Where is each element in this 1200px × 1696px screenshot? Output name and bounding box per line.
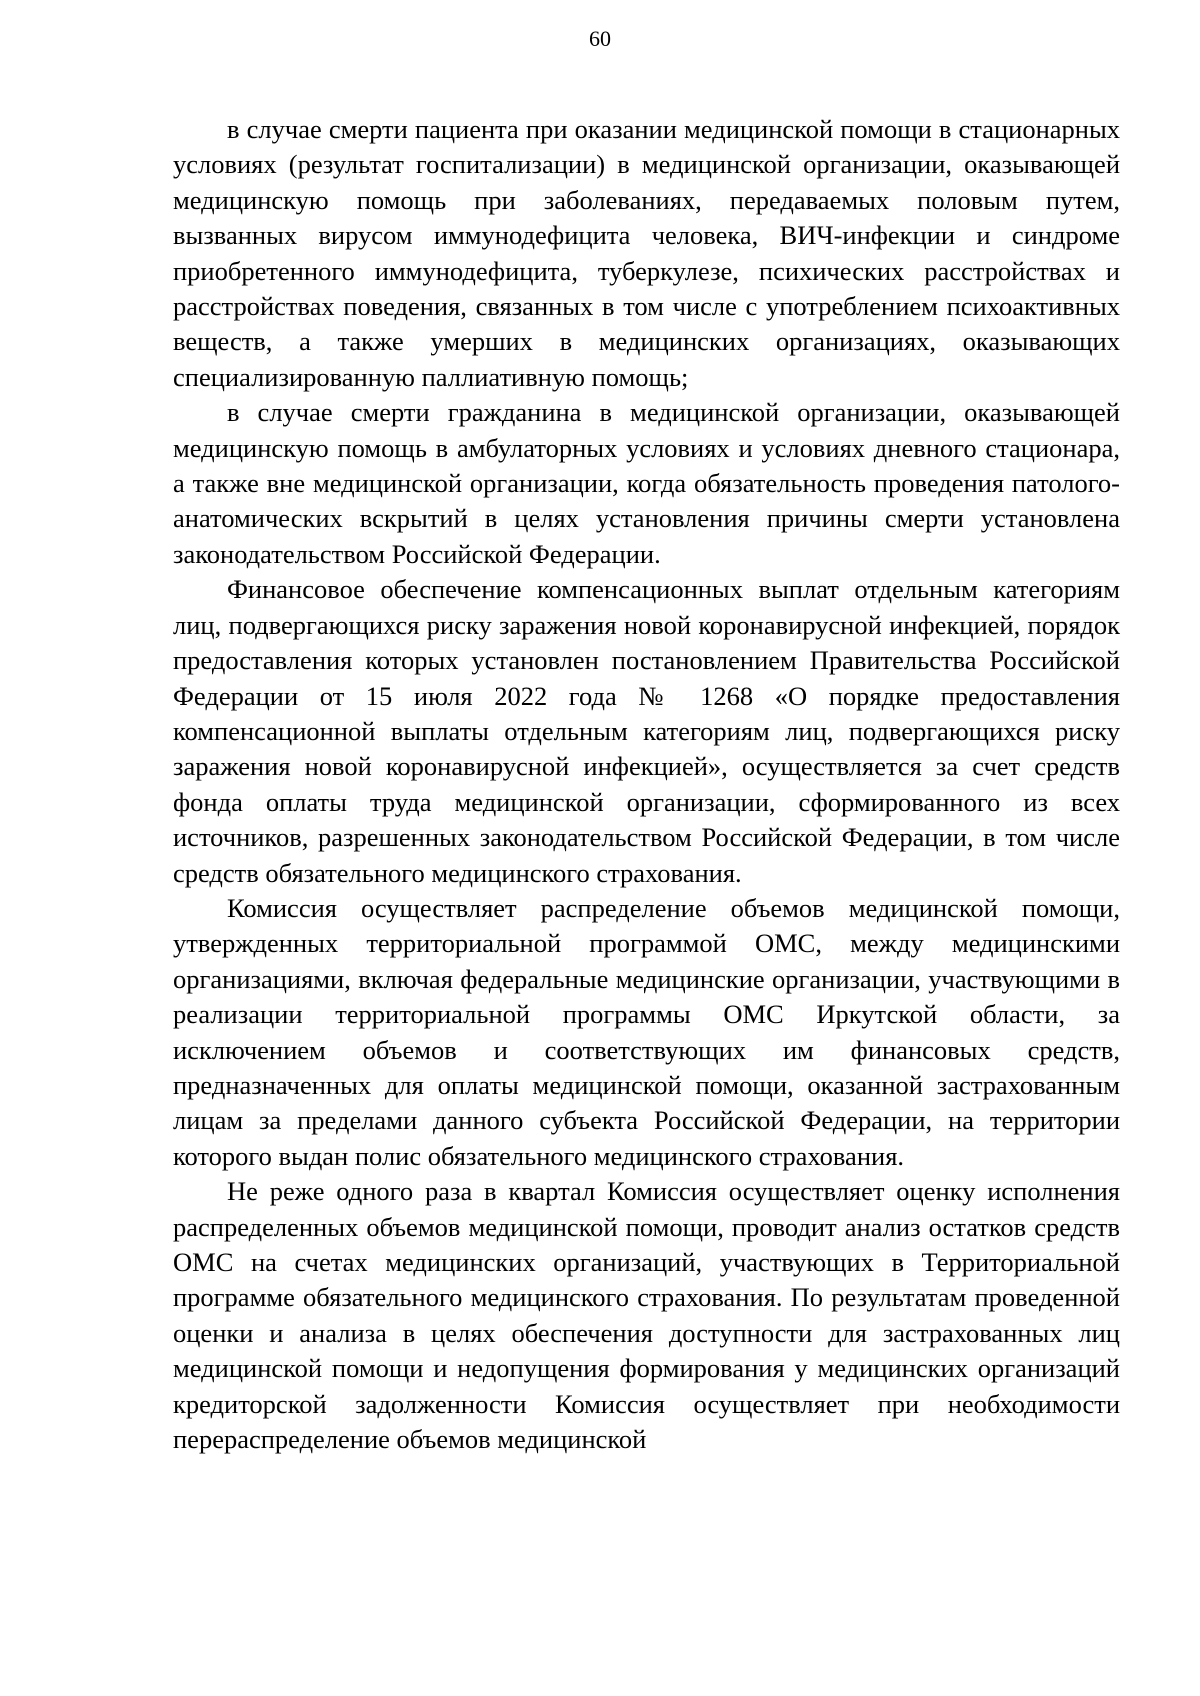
paragraph-quarterly-assessment: Не реже одного раза в квартал Комиссия осуществляет оценку исполнения распределенных объемов медицинской помощи, проводит анализ остатков средств ОМС на счетах медицинских организаций, участвующих в Территориальной программе обязательного медицинского страхования. По результатам проведенной оценки и анализа в целях обеспечения доступности для застрахованных лиц медицинской помощи и недопущения формирования у медицинских организаций кредиторской задолженности Комиссия осуществляет при необходимости перераспределение объемов медицинской	[173, 1176, 1120, 1455]
paragraph-death-inpatient: в случае смерти пациента при оказании медицинской помощи в стационарных условиях (результат госпитализации) в медицинской организации, оказывающей медицинскую помощь при заболеваниях, передаваемых половым путем, вызванных вирусом иммунодефицита человека, ВИЧ-инфекции и синдроме приобретенного иммунодефицита, туберкулезе, психических расстройствах и расстройствах поведения, связанных в том числе с употреблением психоактивных веществ, а также умерших в медицинских организациях, оказывающих специализированную паллиативную помощь;	[173, 114, 1120, 392]
document-body	[173, 112, 1120, 1457]
paragraph-commission-distribution: Комиссия осуществляет распределение объемов медицинской помощи, утвержденных территориальной программой ОМС, между медицинскими организациями, включая федеральные медицинские организации, участвующими в реализации территориальной программы ОМС Иркутской области, за исключением объемов и соответствующих им финансовых средств, предназначенных для оплаты медицинской помощи, оказанной застрахованным лицам за пределами данного субъекта Российской Федерации, на территории которого выдан полис обязательного медицинского страхования.	[173, 892, 1120, 1171]
paragraph-death-outpatient: в случае смерти гражданина в медицинской организации, оказывающей медицинскую помощь в амбулаторных условиях и условиях дневного стационара, а также вне медицинской организации, когда обязательность проведения патолого-анатомических вскрытий в целях установления причины смерти установлена законодательством Российской Федерации.	[173, 397, 1120, 569]
page-number: 60	[589, 26, 611, 51]
paragraph-compensation-financing: Финансовое обеспечение компенсационных выплат отдельным категориям лиц, подвергающихся риску заражения новой коронавирусной инфекцией, порядок предоставления которых установлен постановлением Правительства Российской Федерации от 15 июля 2022 года № 1268 «О порядке предоставления компенсационной выплаты отдельным категориям лиц, подвергающихся риску заражения новой коронавирусной инфекцией», осуществляется за счет средств фонда оплаты труда медицинской организации, сформированного из всех источников, разрешенных законодательством Российской Федерации, в том числе средств обязательного медицинского страхования.	[173, 574, 1120, 888]
